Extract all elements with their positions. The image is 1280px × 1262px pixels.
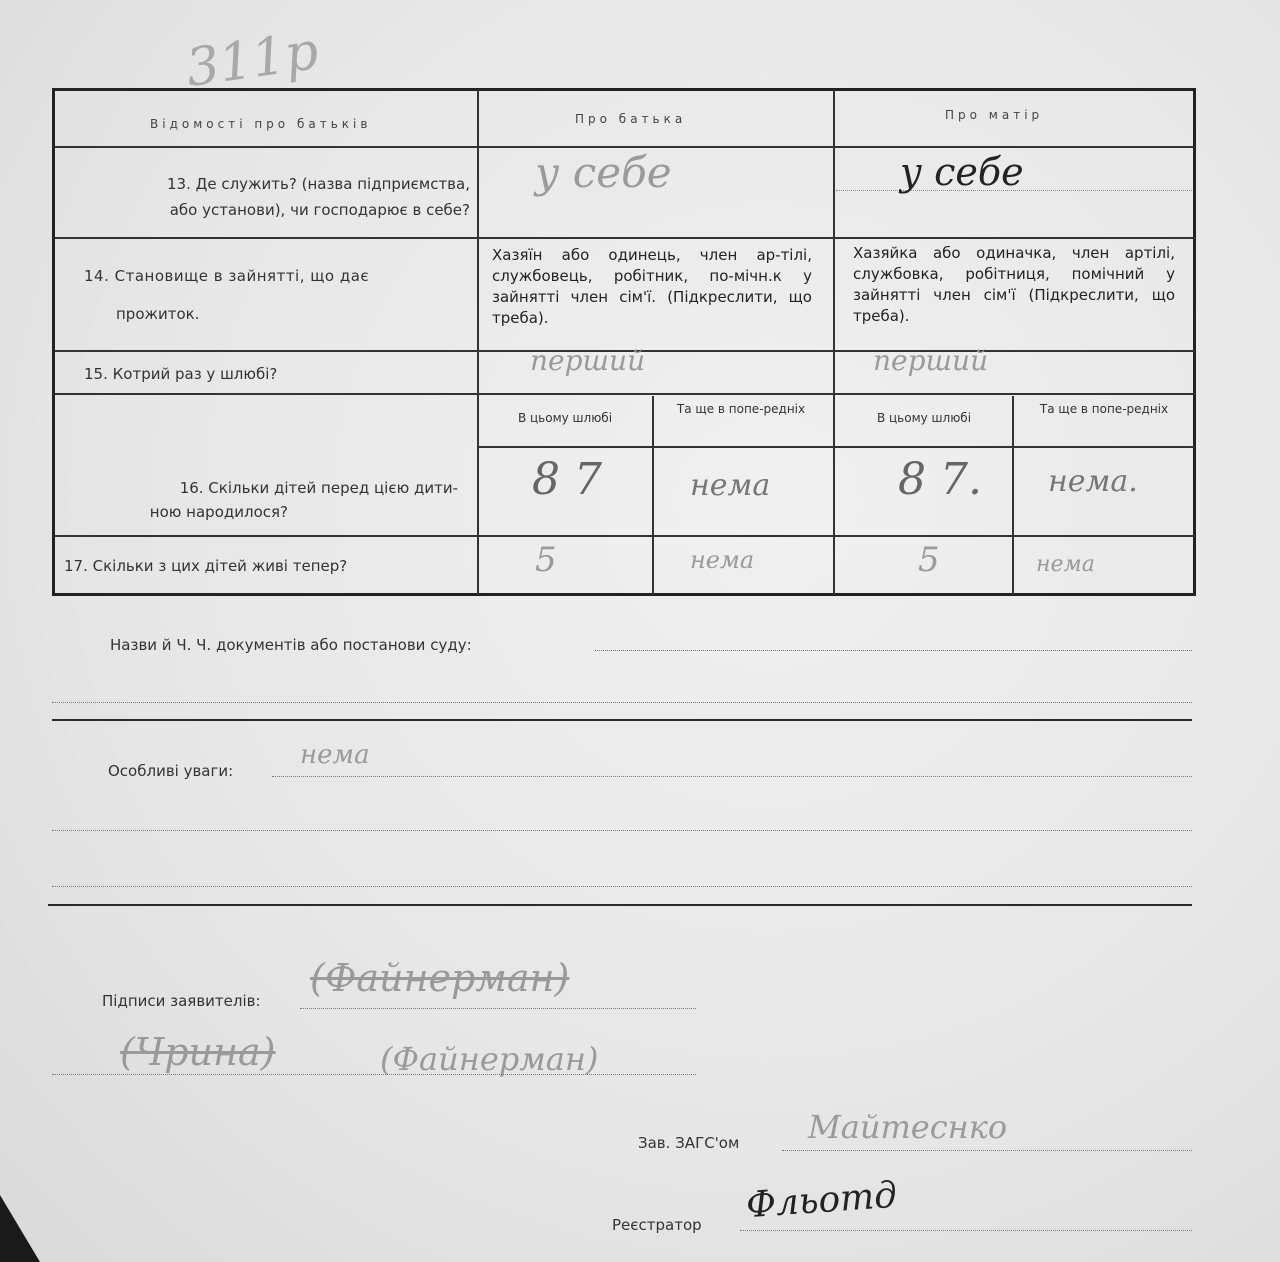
row-line-16	[55, 535, 1195, 537]
row-14-question-line2: прожиток.	[116, 305, 200, 323]
notes-dotted-line-3	[52, 886, 1192, 887]
row-line-16-sub	[477, 446, 1195, 448]
row-16-father-previous: Та ще в попе-редніх	[676, 402, 806, 416]
header-father: Про батька	[575, 112, 687, 126]
row-14-mother-options: Хазяйка або одиначка, член артілі, службовка, робітниця, помічний у зайнятті член сім'ї (Підкреслити, що треба).	[853, 244, 1175, 325]
row-16-father-this-marriage: В цьому шлюбі	[517, 411, 613, 425]
row-16-mother-this-marriage: В цьому шлюбі	[876, 411, 972, 425]
special-notes-label: Особливі уваги:	[108, 762, 234, 780]
registrar-label: Реєстратор	[612, 1216, 702, 1234]
row-17-mother-this: 5	[918, 540, 940, 580]
archive-handwritten-mark: 311р	[182, 21, 323, 99]
col-divider-mother-sub	[1012, 396, 1014, 595]
row-16-question-line1: 16. Скільки дітей перед цією дити-	[179, 479, 458, 497]
col-divider-father-sub	[652, 396, 654, 595]
row-16-mother-this: 8 7.	[898, 454, 982, 505]
registrar-dotted-line	[740, 1230, 1192, 1231]
special-notes-answer: нема	[300, 740, 370, 770]
row-15-mother-answer: перший	[873, 344, 989, 377]
registrar-signature: Фльотд	[744, 1174, 899, 1227]
documents-dotted-line-2	[52, 702, 1192, 703]
notes-dotted-line-1	[272, 776, 1192, 777]
row-16-question-line2: ною народилося?	[149, 503, 288, 521]
row-17-question: 17. Скільки з цих дітей живі тепер?	[64, 557, 348, 575]
corner-shadow	[0, 1195, 40, 1262]
applicant-signature-1: (Файнерман)	[310, 956, 570, 1000]
row-13-mother-answer: у себе	[900, 150, 1024, 194]
notes-dotted-line-2	[52, 830, 1192, 831]
row-13-question-line2: або установи), чи господарює в себе?	[169, 201, 470, 219]
signature-dotted-line-1	[300, 1008, 696, 1009]
row-14-father-options: Хазяїн або одинець, член ар-тілі, службовець, робітник, по-мічн.к у зайнятті член сім'ї. (Підкреслити, що треба).	[492, 246, 812, 327]
zags-dotted-line	[782, 1150, 1192, 1151]
col-divider-2	[833, 90, 835, 595]
documents-label: Назви й Ч. Ч. документів або постанови суду:	[110, 636, 472, 654]
row-17-father-this: 5	[535, 540, 557, 580]
zags-head-label: Зав. ЗАГС'ом	[638, 1134, 740, 1152]
header-parents-info: Відомості про батьків	[150, 117, 372, 131]
row-line-13	[55, 237, 1195, 239]
row-17-father-prev: нема	[690, 546, 755, 574]
zags-head-signature: Майтеснко	[808, 1108, 1008, 1146]
row-16-mother-previous: Та ще в попе-редніх	[1039, 402, 1169, 416]
row-15-father-answer: перший	[530, 344, 646, 377]
notes-solid-line	[48, 904, 1192, 906]
header-mother: Про матір	[945, 108, 1044, 122]
row-13-question-line1: 13. Де служить? (назва підприємства,	[166, 175, 470, 193]
row-16-father-prev: нема	[690, 468, 771, 503]
row-16-father-this: 8 7	[532, 454, 602, 505]
applicants-signatures-label: Підписи заявителів:	[102, 992, 261, 1010]
row-line-15	[55, 393, 1195, 395]
documents-dotted-line-1	[595, 650, 1192, 651]
row-15-question: 15. Котрий раз у шлюбі?	[84, 365, 278, 383]
applicant-signature-3: (Файнерман)	[380, 1040, 599, 1078]
row-14-question-line1: 14. Становище в зайнятті, що дає	[84, 267, 370, 285]
signature-dotted-line-2	[52, 1074, 696, 1075]
applicant-signature-2: (Чрина)	[120, 1030, 276, 1074]
row-16-mother-prev: нема.	[1048, 464, 1138, 499]
col-divider-1	[477, 90, 479, 595]
row-17-mother-prev: нема	[1036, 552, 1095, 577]
row-13-father-answer: у себе	[535, 148, 672, 197]
documents-solid-line	[52, 719, 1192, 721]
